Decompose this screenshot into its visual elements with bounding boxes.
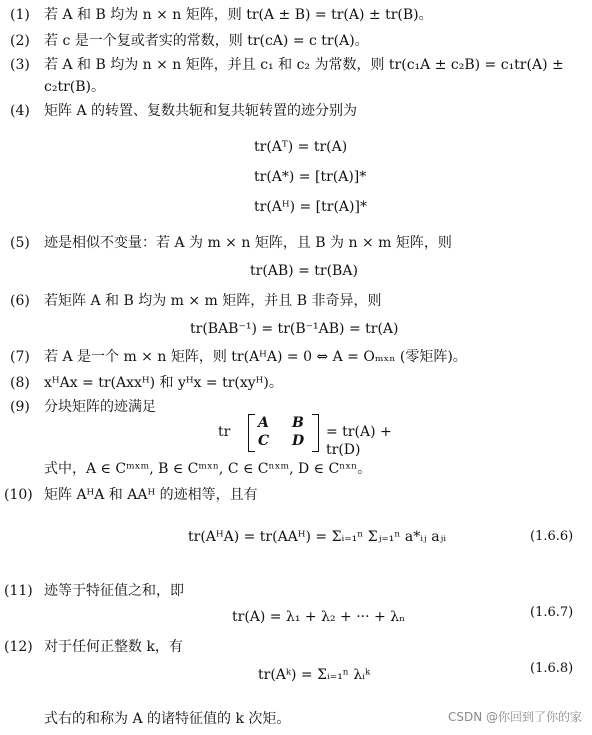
item-text: 迹是相似不变量：若 A 为 m × n 矩阵，且 B 为 n × m 矩阵，则	[44, 235, 452, 251]
item-number: (2)	[10, 33, 30, 49]
item-number: (10)	[4, 487, 33, 503]
item-text: 若 c 是一个复或者实的常数，则 tr(cA) = c tr(A)。	[44, 33, 369, 49]
item-text: 矩阵 A 的转置、复数共轭和复共轭转置的迹分别为	[44, 103, 358, 119]
item-text: 若 A 是一个 m × n 矩阵，则 tr(AᴴA) = 0 ⇔ A = Oₘₓₙ (零矩阵)。	[44, 349, 467, 365]
matrix-cell: A	[258, 415, 269, 431]
equation: tr(AᴴA) = tr(AAᴴ) = Σᵢ₌₁ⁿ Σⱼ₌₁ⁿ a*ᵢⱼ aⱼᵢ	[188, 529, 447, 545]
item-text: 若 A 和 B 均为 n × n 矩阵，并且 c₁ 和 c₂ 为常数，则 tr(c₁A ± c₂B) = c₁tr(A) ±	[44, 57, 564, 73]
item-number: (7)	[10, 349, 30, 365]
block-matrix-equation	[218, 414, 422, 458]
right-bracket	[312, 414, 319, 452]
item-text: 迹等于特征值之和，即	[44, 583, 184, 599]
item-text: 矩阵 AᴴA 和 AAᴴ 的迹相等，且有	[44, 487, 258, 503]
matrix-cell: B	[292, 415, 304, 431]
item-text: 对于任何正整数 k，有	[44, 639, 183, 655]
item-number: (3)	[10, 57, 30, 73]
equation-number: (1.6.7)	[530, 605, 574, 620]
matrix-prefix: tr	[218, 424, 231, 440]
equation: tr(A*) = [tr(A)]*	[254, 169, 367, 185]
matrix-cell: D	[292, 433, 305, 449]
item-number: (1)	[10, 7, 30, 23]
equation: tr(A) = λ₁ + λ₂ + ··· + λₙ	[232, 609, 406, 625]
item-text-continued: c₂tr(B)。	[44, 79, 105, 95]
item-text: xᴴAx = tr(Axxᴴ) 和 yᴴx = tr(xyᴴ)。	[44, 375, 283, 391]
item-text: 分块矩阵的迹满足	[44, 399, 156, 415]
equation: tr(BAB⁻¹) = tr(B⁻¹AB) = tr(A)	[190, 321, 399, 337]
left-bracket	[248, 414, 255, 452]
item-number: (5)	[10, 235, 30, 251]
item-number: (8)	[10, 375, 30, 391]
item-number: (4)	[10, 103, 30, 119]
item-number: (12)	[4, 639, 33, 655]
matrix-cell: C	[258, 433, 270, 449]
item-number: (6)	[10, 293, 30, 309]
item-number: (9)	[10, 399, 30, 415]
equation: tr(Aᴴ) = [tr(A)]*	[254, 199, 367, 215]
equation: tr(Aᵀ) = tr(A)	[254, 139, 348, 155]
watermark: CSDN @你回到了你的家	[447, 710, 582, 724]
equation-number: (1.6.6)	[530, 529, 574, 544]
equation: tr(AB) = tr(BA)	[250, 263, 358, 279]
item-text: 若矩阵 A 和 B 均为 m × m 矩阵，并且 B 非奇异，则	[44, 293, 382, 309]
closing-text: 式右的和称为 A 的诸特征值的 k 次矩。	[44, 711, 291, 727]
item-note: 式中，A ∈ Cᵐˣᵐ, B ∈ Cᵐˣⁿ, C ∈ Cⁿˣᵐ, D ∈ Cⁿˣⁿ。	[44, 461, 372, 477]
item-number: (11)	[4, 583, 33, 599]
equation: tr(Aᵏ) = Σᵢ₌₁ⁿ λᵢᵏ	[258, 667, 371, 683]
equation-number: (1.6.8)	[530, 661, 574, 676]
matrix-rhs: = tr(A) + tr(D)	[326, 424, 392, 458]
item-text: 若 A 和 B 均为 n × n 矩阵，则 tr(A ± B) = tr(A) ± tr(B)。	[44, 7, 433, 23]
